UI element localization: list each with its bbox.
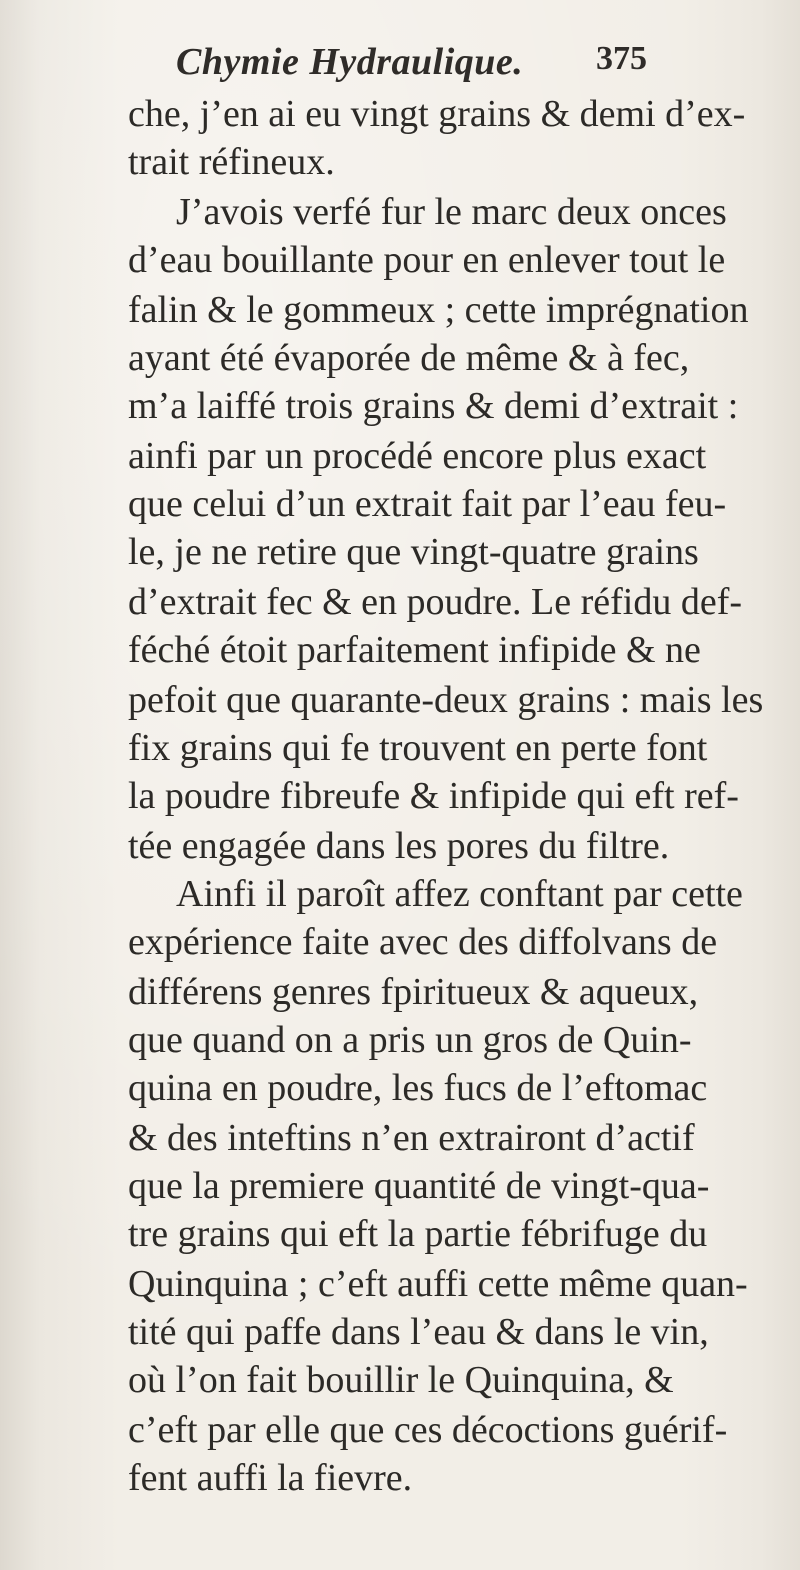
text-line: où l’on fait bouillir le Quinquina, & xyxy=(128,1359,674,1401)
text-line: que la premiere quantité de vingt-qua- xyxy=(128,1165,710,1207)
text-line: Ainfi il paroît affez conftant par cette xyxy=(176,873,743,915)
text-line: féché étoit parfaitement infipide & ne xyxy=(128,629,701,671)
text-line: fent auffi la fievre. xyxy=(128,1457,413,1499)
page-number: 375 xyxy=(596,40,647,77)
text-line: m’a laiffé trois grains & demi d’extrait : xyxy=(128,385,739,427)
text-line: différens genres fpiritueux & aqueux, xyxy=(128,971,699,1013)
text-line: d’extrait fec & en poudre. Le réfidu def- xyxy=(128,581,743,623)
text-line: quina en poudre, les fucs de l’eftomac xyxy=(128,1067,708,1109)
text-line: trait réfineux. xyxy=(128,141,335,183)
text-line: la poudre fibreufe & infipide qui eft ref- xyxy=(128,775,739,817)
text-line: tée engagée dans les pores du filtre. xyxy=(128,825,670,867)
text-line: pefoit que quarante-deux grains : mais les xyxy=(128,679,764,721)
text-line: le, je ne retire que vingt-quatre grains xyxy=(128,531,699,573)
text-line: & des inteftins n’en extrairont d’actif xyxy=(128,1117,695,1159)
text-line: tre grains qui eft la partie fébrifuge du xyxy=(128,1213,708,1255)
text-line: tité qui paffe dans l’eau & dans le vin, xyxy=(128,1311,709,1353)
text-line: d’eau bouillante pour en enlever tout le xyxy=(128,239,726,281)
text-line: J’avois verfé fur le marc deux onces xyxy=(176,191,727,233)
text-line: Quinquina ; c’eft auffi cette même quan- xyxy=(128,1263,748,1305)
text-line: que celui d’un extrait fait par l’eau feu- xyxy=(128,483,727,525)
text-line: que quand on a pris un gros de Quin- xyxy=(128,1019,692,1061)
text-line: c’eft par elle que ces décoctions guérif- xyxy=(128,1409,728,1451)
text-line: expérience faite avec des diffolvans de xyxy=(128,921,718,963)
text-line: fix grains qui fe trouvent en perte font xyxy=(128,727,708,769)
text-line: ayant été évaporée de même & à fec, xyxy=(128,337,690,379)
text-line: falin & le gommeux ; cette imprégnation xyxy=(128,289,749,331)
text-line: ainfi par un procédé encore plus exact xyxy=(128,435,707,477)
running-head: Chymie Hydraulique. xyxy=(176,41,524,83)
text-line: che, j’en ai eu vingt grains & demi d’ex- xyxy=(128,93,746,135)
